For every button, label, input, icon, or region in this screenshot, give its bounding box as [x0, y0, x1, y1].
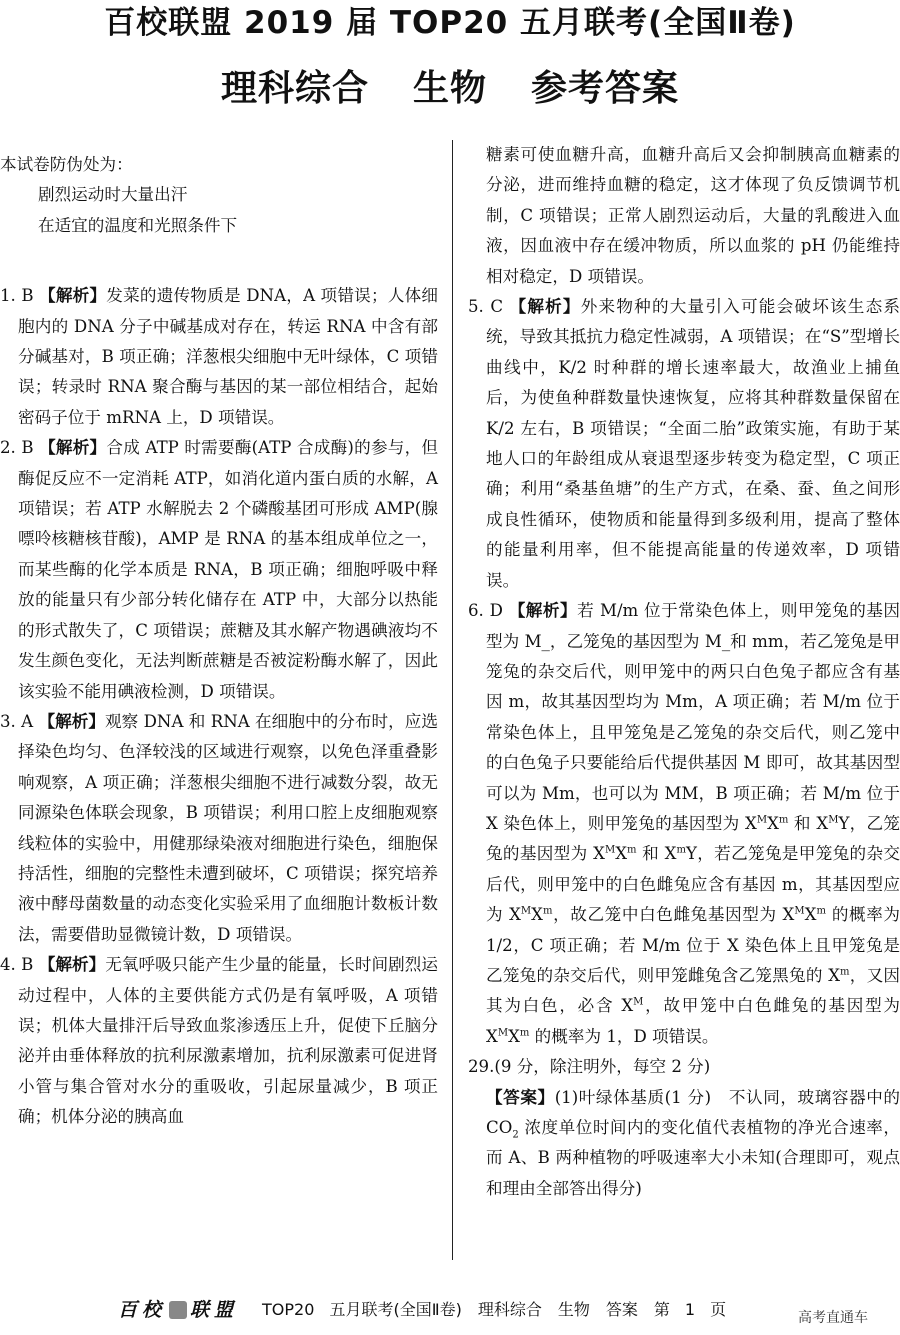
superscript: M: [633, 996, 644, 1008]
anti-fake-line: 剧烈运动时大量出汗: [38, 185, 188, 205]
watermark-text: 高考直通车: [798, 1310, 868, 1326]
answer-text: 观察 DNA 和 RNA 在细胞中的分布时，应选择染色均匀、色泽较浅的区域进行观察，以免色泽重叠影响观察，A 项正确；洋葱根尖细胞不进行减数分裂，故无同源染色体联会现象，B 项错误；利用口腔上皮细胞观察线粒体的实验中，用健那绿染液对细胞进行染色，细胞保持活性，细胞的完整性未遭到破坏，C 项错误；探究培养液中酵母菌数量的动态变化实验采用了血细胞计数板计数法，需要借助显微镜计数，D 项错误。: [18, 711, 439, 944]
page-title: 百校联盟 2019 届 TOP20 五月联考(全国Ⅱ卷): [104, 5, 796, 41]
answer-number: 3. A: [0, 711, 34, 731]
answer-text: ，又因其为白色，必含 X: [486, 965, 900, 1016]
analysis-tag: 【解析】: [39, 286, 107, 306]
answer-29-body: [468, 1083, 900, 1205]
answer-text: Y: [685, 844, 697, 864]
spacer: [0, 241, 438, 281]
answer-text: Y: [838, 813, 850, 833]
answer-number: 29.: [468, 1057, 495, 1077]
answer-text: X: [767, 813, 779, 833]
analysis-tag: 【解析】: [509, 297, 581, 317]
superscript: m: [519, 1027, 530, 1039]
left-column: [0, 150, 438, 1133]
answer-4: [0, 950, 438, 1132]
superscript: m: [840, 966, 850, 978]
answer-text: ，故乙笼中白色雌兔基因型为 X: [552, 905, 795, 925]
superscript: M: [497, 1027, 509, 1039]
answer-number: 6. D: [468, 601, 503, 621]
answer-text: X: [664, 844, 677, 864]
answer-text: X: [508, 1026, 520, 1046]
answer-text: ，故甲笼中白色雌兔的基因型为 X: [486, 996, 900, 1046]
answer-29: [468, 1052, 900, 1082]
answer-text: 的概率为 1，D 项错误。: [529, 1026, 719, 1046]
superscript: M: [520, 905, 532, 917]
logo-text: 联盟: [190, 1299, 239, 1321]
seal-icon: [169, 1301, 187, 1319]
answer-text: 无氧呼吸只能产生少量的能量，长时间剧烈运动过程中，人体的主要供能方式仍是有氧呼吸，A 项错误；机体大量排汗后导致血浆渗透压上升，促使下丘脑分泌并由垂体释放的抗利尿激素增加，抗利尿激素可促进肾小管与集合管对水分的重吸收，引起尿量减少，B 项正确；机体分泌的胰高血: [18, 955, 439, 1127]
analysis-tag: 【解析】: [508, 601, 578, 621]
answer-3: [0, 707, 438, 950]
answer-text: 若 M/m 位于常染色体上，则甲笼兔的基因型为 M_，乙笼兔的基因型为 M_和 mm，若乙笼兔是甲笼兔的杂交后代，则甲笼中的两只白色兔子都应含有基因 m，故其基因型均为 Mm，A 项正确；若 M/m 位于常染色体上，且甲笼兔是乙笼兔的杂交后代，则乙笼中的白色兔子只要能给后代提供基因 M 即可，故其基因型可以为 Mm，也可以为 MM，B 项正确；若 M/m 位于 X 染色体上，则甲笼兔的基因型为 X: [486, 601, 900, 833]
answer-text: 和: [636, 844, 665, 864]
superscript: M: [828, 814, 839, 826]
column-divider: [452, 140, 453, 1260]
right-column: [468, 140, 900, 1204]
answer-text: X: [531, 905, 543, 925]
superscript: M: [756, 814, 768, 826]
superscript: m: [816, 905, 826, 917]
answer-4-continued: 糖素可使血糖升高，血糖升高后又会抑制胰高血糖素的分泌，进而维持血糖的稳定，这才体现了负反馈调节机制，C 项错误；正常人剧烈运动后，大量的乳酸进入血液，因血液中存在缓冲物质，所以血浆的 pH 仍能维持相对稳定，D 项错误。: [486, 145, 900, 286]
answer-text: X: [615, 844, 628, 864]
logo-text: 百校: [118, 1299, 167, 1321]
anti-fake-line: 在适宜的温度和光照条件下: [38, 215, 238, 235]
analysis-tag: 【解析】: [38, 711, 106, 731]
page-footer: [0, 1293, 900, 1329]
superscript: m: [627, 844, 637, 856]
score-note: (9 分，除注明外，每空 2 分): [494, 1057, 711, 1077]
anti-fake-label: 本试卷防伪处为：: [0, 155, 133, 174]
answer-1: [0, 281, 438, 433]
subtitle-part: 理科综合: [220, 68, 369, 109]
analysis-tag: 【解析】: [39, 438, 107, 458]
answer-text: 合成 ATP 时需要酶(ATP 合成酶)的参与，但酶促反应不一定消耗 ATP，如消化道内蛋白质的水解，A 项错误；若 ATP 水解脱去 2 个磷酸基团可形成 AMP(腺嘌呤核糖核苷酸)，AMP 是 RNA 的基本组成单位之一，而某些酶的化学本质是 RNA，B 项正确；细胞呼吸中释放的能量只有少部分转化储存在 ATP 中，大部分以热能的形式散失了，C 项错误；蔗糖及其水解产物遇碘液均不发生颜色变化，无法判断蔗糖是否被淀粉酶水解了，因此该实验不能用碘液检测，D 项错误。: [18, 438, 439, 701]
answer-text: (1)叶绿体基质(1 分) 不认同，玻璃容器中的 CO: [486, 1087, 900, 1137]
answer-text: 发菜的遗传物质是 DNA，A 项错误；人体细胞内的 DNA 分子中碱基成对存在，转运 RNA 中含有部分碱基对，B 项正确；洋葱根尖细胞中无叶绿体，C 项错误；转录时 RNA 聚合酶与基因的某一部位相结合，起始密码子位于 mRNA 上，D 项错误。: [18, 286, 439, 427]
answer-number: 1. B: [0, 286, 34, 306]
answer-2: [0, 433, 438, 707]
answer-text: 外来物种的大量引入可能会破坏该生态系统，导致其抵抗力稳定性减弱，A 项错误；在“S”型增长曲线中，K/2 时种群的增长速率最大，故渔业上捕鱼后，为使鱼种群数量快速恢复，应将其种群数量保留在 K/2 左右，B 项错误；“全面二胎”政策实施，有助于某地人口的年龄组成从衰退型逐步转变为稳定型，C 项正确；利用“桑基鱼塘”的生产方式，在桑、蚕、鱼之间形成良性循环，使物质和能量得到多级利用，提高了整体的能量利用率，但不能提高能量的传递效率，D 项错误。: [486, 297, 900, 590]
analysis-tag: 【解析】: [38, 955, 106, 975]
page-subtitle: [0, 64, 900, 114]
answer-6: [468, 596, 900, 1052]
answer-number: 5. C: [468, 297, 504, 317]
answer-text: 浓度单位时间内的变化值代表植物的净光合速率，而 A、B 两种植物的呼吸速率大小未知(合理即可，观点和理由全部答出得分): [486, 1118, 900, 1198]
subtitle-part: 生物: [412, 68, 487, 109]
superscript: M: [794, 905, 805, 917]
answer-number: 4. B: [0, 955, 34, 975]
answer-5: [468, 292, 900, 596]
superscript: m: [676, 844, 686, 856]
footer-logo: [118, 1295, 238, 1322]
footer-text: TOP20 五月联考(全国Ⅱ卷) 理科综合 生物 答案 第 1 页: [262, 1300, 727, 1319]
answer-text: ，乙笼兔的基因型为 X: [486, 813, 900, 864]
superscript: m: [542, 905, 553, 917]
answer-text: 和: [788, 813, 817, 833]
answer-tag: 【答案】: [486, 1087, 555, 1107]
answer-text: ，若乙笼兔是甲笼兔的杂交后代，则甲笼中的白色雌兔应含有基因 m，其基因型应为 X: [486, 844, 900, 925]
answer-number: 2. B: [0, 438, 34, 458]
superscript: m: [778, 814, 789, 826]
subtitle-part: 参考答案: [531, 68, 680, 109]
subscript: 2: [512, 1129, 519, 1141]
answer-text: 的概率为 1/2，C 项正确；若 M/m 位于 X 染色体上且甲笼兔是乙笼兔的杂交后代，则甲笼雌兔含乙笼黑兔的 X: [486, 905, 900, 985]
superscript: M: [604, 844, 616, 856]
answer-text: X: [816, 813, 829, 833]
answer-text: X: [804, 905, 817, 925]
